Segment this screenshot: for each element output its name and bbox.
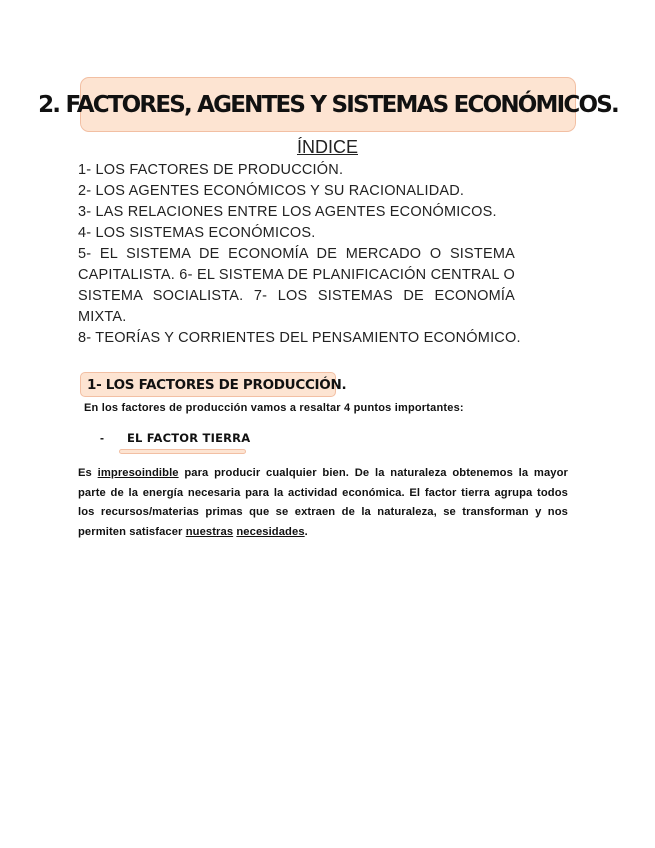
- bullet-dash: -: [100, 431, 104, 445]
- underlined-word-nuestras: nuestras: [185, 525, 234, 538]
- index-item-8: 8- TEORÍAS Y CORRIENTES DEL PENSAMIENTO ECONÓMICO.: [78, 330, 521, 346]
- factor-heading-highlight: [119, 449, 246, 454]
- underlined-word-impresoindible: impresoindible: [97, 467, 179, 479]
- section-heading-box: [80, 372, 347, 397]
- document-title: 2. FACTORES, AGENTES Y SISTEMAS ECONÓMICOS.: [38, 91, 618, 118]
- index-list: [78, 160, 521, 349]
- body-text-1: Es: [78, 467, 98, 479]
- body-text-4: .: [304, 525, 308, 538]
- body-text-2: para producir cualquier bien. De la naturaleza obtenemos la mayor parte de la energía necesaria para la actividad económica. El factor tierra agrupa todos los recursos/materias primas que se extraen de la naturaleza, se transforman y nos permiten satisfacer: [78, 467, 568, 538]
- underlined-word-necesidades: necesidades: [236, 525, 305, 538]
- factor-heading: EL FACTOR TIERRA: [127, 431, 251, 445]
- title-banner: [38, 77, 618, 132]
- index-heading: ÍNDICE: [296, 137, 358, 157]
- section-intro: En los factores de producción vamos a resaltar 4 puntos importantes:: [84, 402, 464, 414]
- index-items-5-7: 5- EL SISTEMA DE ECONOMÍA DE MERCADO O SISTEMA CAPITALISTA. 6- EL SISTEMA DE PLANIFICACIÓN CENTRAL O SISTEMA SOCIALISTA. 7- LOS SISTEMAS DE ECONOMÍA MIXTA.: [78, 246, 515, 325]
- section-heading: 1- LOS FACTORES DE PRODUCCIÓN.: [87, 376, 347, 393]
- index-item-4: 4- LOS SISTEMAS ECONÓMICOS.: [78, 225, 316, 241]
- index-item-3: 3- LAS RELACIONES ENTRE LOS AGENTES ECONÓMICOS.: [78, 204, 497, 220]
- body-paragraph: [78, 464, 568, 542]
- index-item-1: 1- LOS FACTORES DE PRODUCCIÓN.: [78, 162, 344, 178]
- index-item-2: 2- LOS AGENTES ECONÓMICOS Y SU RACIONALIDAD.: [78, 183, 465, 199]
